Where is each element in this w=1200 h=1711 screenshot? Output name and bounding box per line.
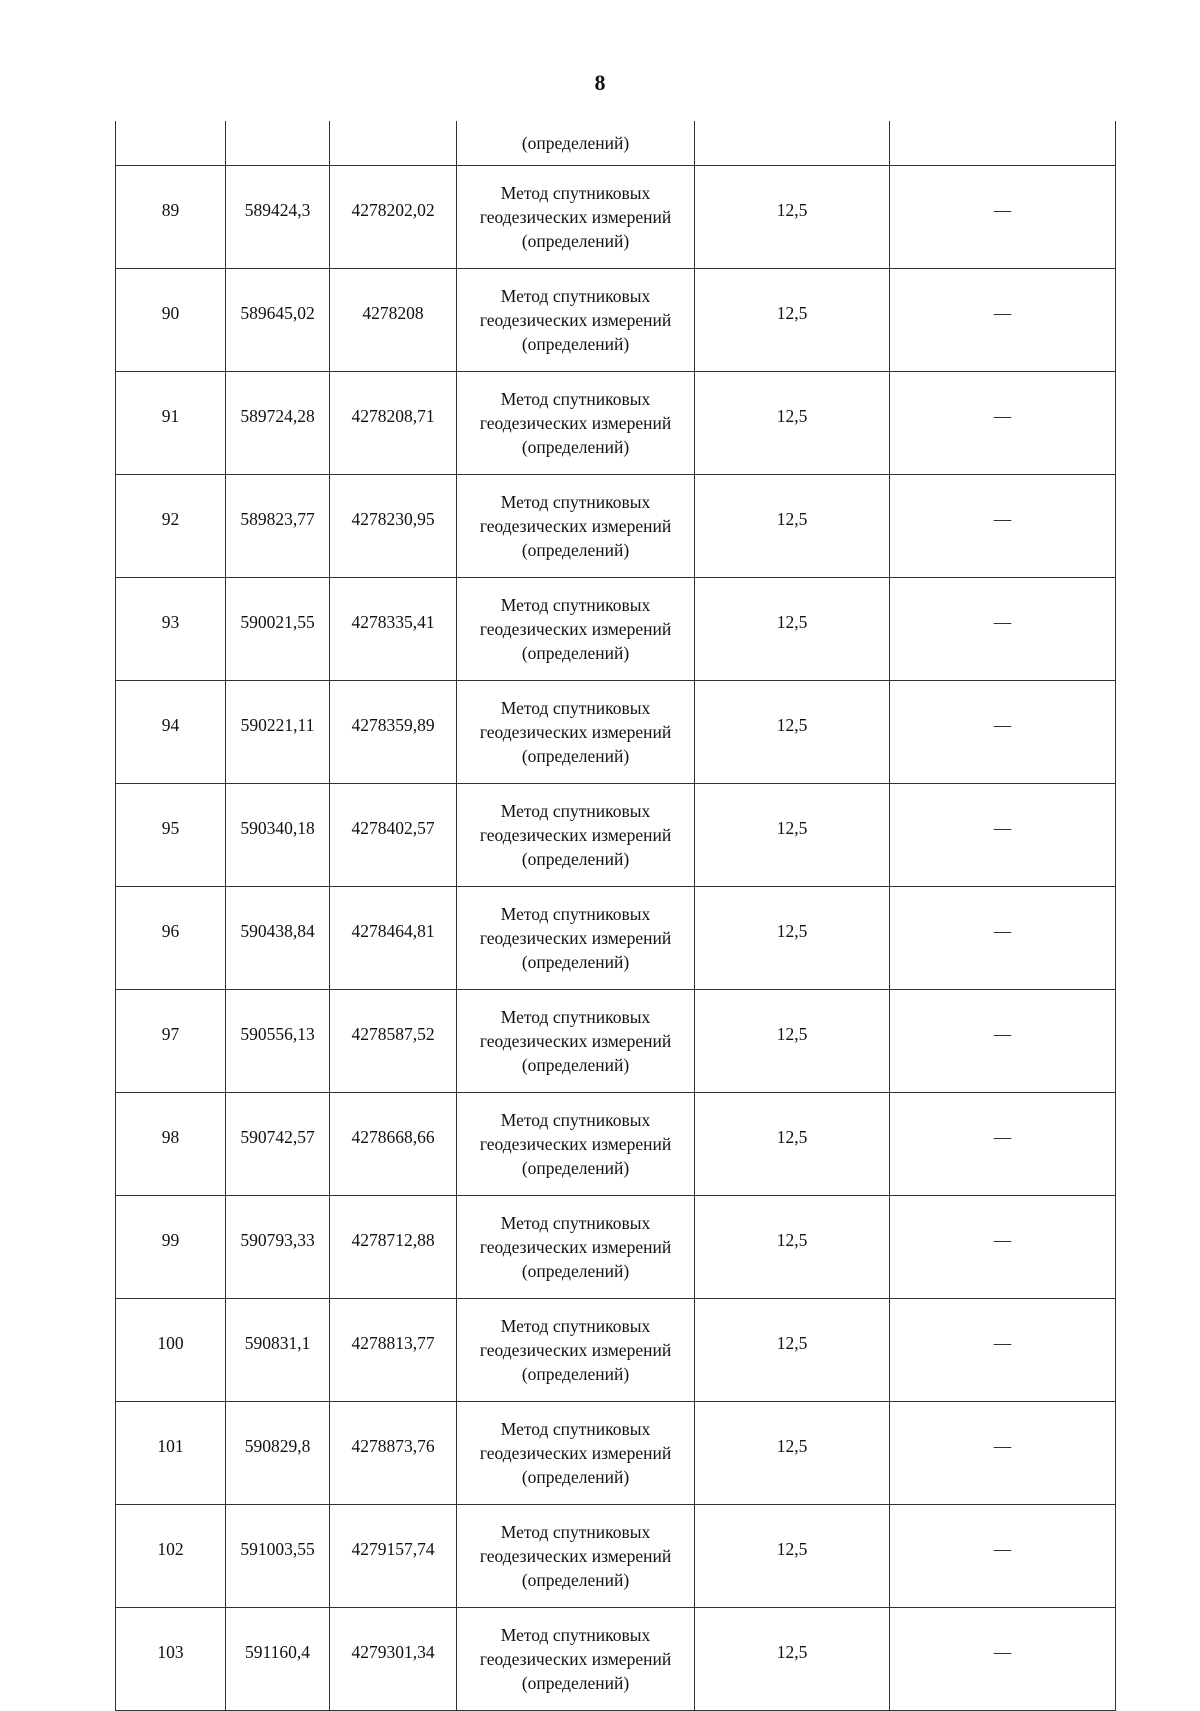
cell-method bbox=[457, 990, 695, 1093]
cell-y: 4278208 bbox=[330, 269, 457, 372]
cell-method: (определений) bbox=[457, 121, 695, 166]
cell-description: — bbox=[890, 269, 1116, 372]
method-line-1: Метод спутниковых bbox=[500, 904, 651, 924]
method-line-3: (определений) bbox=[521, 1570, 630, 1590]
cell-x bbox=[226, 121, 330, 166]
method-line-2: геодезических измерений bbox=[479, 1237, 672, 1257]
cell-y: 4278230,95 bbox=[330, 475, 457, 578]
cell-description: — bbox=[890, 990, 1116, 1093]
cell-num: 94 bbox=[116, 681, 226, 784]
cell-num: 100 bbox=[116, 1299, 226, 1402]
cell-accuracy: 12,5 bbox=[695, 681, 890, 784]
method-line-1: Метод спутниковых bbox=[500, 286, 651, 306]
cell-num: 91 bbox=[116, 372, 226, 475]
cell-y: 4279157,74 bbox=[330, 1505, 457, 1608]
cell-method bbox=[457, 1196, 695, 1299]
cell-accuracy bbox=[695, 121, 890, 166]
method-line-1: Метод спутниковых bbox=[500, 389, 651, 409]
method-line-2: геодезических измерений bbox=[479, 928, 672, 948]
cell-method bbox=[457, 166, 695, 269]
method-line-1: Метод спутниковых bbox=[500, 698, 651, 718]
cell-method bbox=[457, 887, 695, 990]
method-line-2: геодезических измерений bbox=[479, 1031, 672, 1051]
table-row bbox=[116, 578, 1116, 681]
cell-description: — bbox=[890, 1608, 1116, 1711]
method-line-1: Метод спутниковых bbox=[500, 1625, 651, 1645]
cell-method bbox=[457, 1093, 695, 1196]
method-line-1: Метод спутниковых bbox=[500, 1419, 651, 1439]
method-line-3: (определений) bbox=[521, 849, 630, 869]
method-line-1: Метод спутниковых bbox=[500, 1213, 651, 1233]
table-row bbox=[116, 1093, 1116, 1196]
cell-y: 4278335,41 bbox=[330, 578, 457, 681]
cell-y: 4278202,02 bbox=[330, 166, 457, 269]
cell-x: 591003,55 bbox=[226, 1505, 330, 1608]
cell-num: 101 bbox=[116, 1402, 226, 1505]
table-row bbox=[116, 1505, 1116, 1608]
method-line-3: (определений) bbox=[521, 437, 630, 457]
table-row bbox=[116, 372, 1116, 475]
cell-accuracy: 12,5 bbox=[695, 372, 890, 475]
method-line-1: Метод спутниковых bbox=[500, 1007, 651, 1027]
cell-x: 589645,02 bbox=[226, 269, 330, 372]
method-line-2: геодезических измерений bbox=[479, 825, 672, 845]
table-row bbox=[116, 269, 1116, 372]
cell-num bbox=[116, 121, 226, 166]
cell-method bbox=[457, 475, 695, 578]
method-line-1: Метод спутниковых bbox=[500, 1316, 651, 1336]
table-row bbox=[116, 990, 1116, 1093]
cell-accuracy: 12,5 bbox=[695, 1402, 890, 1505]
cell-y: 4278402,57 bbox=[330, 784, 457, 887]
cell-accuracy: 12,5 bbox=[695, 1196, 890, 1299]
table-row bbox=[116, 681, 1116, 784]
cell-x: 590829,8 bbox=[226, 1402, 330, 1505]
cell-description: — bbox=[890, 887, 1116, 990]
cell-x: 590831,1 bbox=[226, 1299, 330, 1402]
cell-description: — bbox=[890, 1505, 1116, 1608]
cell-accuracy: 12,5 bbox=[695, 578, 890, 681]
cell-x: 591160,4 bbox=[226, 1608, 330, 1711]
cell-y: 4278712,88 bbox=[330, 1196, 457, 1299]
method-line-1: Метод спутниковых bbox=[500, 595, 651, 615]
page-number: 8 bbox=[594, 70, 606, 95]
cell-x: 590021,55 bbox=[226, 578, 330, 681]
table-row bbox=[116, 887, 1116, 990]
method-line-3: (определений) bbox=[521, 1055, 630, 1075]
table-row-continuation bbox=[116, 121, 1116, 166]
cell-x: 590556,13 bbox=[226, 990, 330, 1093]
table-row bbox=[116, 1299, 1116, 1402]
cell-description bbox=[890, 121, 1116, 166]
method-line-2: геодезических измерений bbox=[479, 1649, 672, 1669]
cell-description: — bbox=[890, 372, 1116, 475]
cell-y bbox=[330, 121, 457, 166]
method-line-3: (определений) bbox=[521, 952, 630, 972]
method-line-2: геодезических измерений bbox=[479, 722, 672, 742]
cell-x: 590793,33 bbox=[226, 1196, 330, 1299]
method-line-3: (определений) bbox=[521, 231, 630, 251]
cell-accuracy: 12,5 bbox=[695, 1093, 890, 1196]
cell-method bbox=[457, 1608, 695, 1711]
cell-description: — bbox=[890, 578, 1116, 681]
method-line-2: геодезических измерений bbox=[479, 1340, 672, 1360]
cell-num: 89 bbox=[116, 166, 226, 269]
method-line-2: геодезических измерений bbox=[479, 619, 672, 639]
cell-method bbox=[457, 784, 695, 887]
cell-accuracy: 12,5 bbox=[695, 887, 890, 990]
method-line-2: геодезических измерений bbox=[479, 413, 672, 433]
cell-x: 589823,77 bbox=[226, 475, 330, 578]
cell-y: 4278873,76 bbox=[330, 1402, 457, 1505]
table-row bbox=[116, 475, 1116, 578]
cell-description: — bbox=[890, 681, 1116, 784]
cell-description: — bbox=[890, 475, 1116, 578]
cell-accuracy: 12,5 bbox=[695, 1299, 890, 1402]
cell-y: 4278587,52 bbox=[330, 990, 457, 1093]
cell-num: 90 bbox=[116, 269, 226, 372]
method-line-2: геодезических измерений bbox=[479, 1443, 672, 1463]
cell-num: 97 bbox=[116, 990, 226, 1093]
method-line-3: (определений) bbox=[521, 746, 630, 766]
cell-num: 96 bbox=[116, 887, 226, 990]
method-line-3: (определений) bbox=[521, 540, 630, 560]
cell-description: — bbox=[890, 1093, 1116, 1196]
table-row bbox=[116, 784, 1116, 887]
cell-y: 4278208,71 bbox=[330, 372, 457, 475]
cell-method bbox=[457, 1402, 695, 1505]
cell-x: 590742,57 bbox=[226, 1093, 330, 1196]
method-line-2: геодезических измерений bbox=[479, 310, 672, 330]
table-body bbox=[116, 121, 1116, 1711]
method-line-3: (определений) bbox=[521, 1364, 630, 1384]
cell-x: 589424,3 bbox=[226, 166, 330, 269]
cell-num: 98 bbox=[116, 1093, 226, 1196]
method-line-3: (определений) bbox=[521, 334, 630, 354]
cell-y: 4278464,81 bbox=[330, 887, 457, 990]
cell-num: 95 bbox=[116, 784, 226, 887]
cell-num: 103 bbox=[116, 1608, 226, 1711]
cell-num: 92 bbox=[116, 475, 226, 578]
cell-num: 93 bbox=[116, 578, 226, 681]
method-line-3: (определений) bbox=[521, 1261, 630, 1281]
method-line-1: Метод спутниковых bbox=[500, 801, 651, 821]
method-line-3: (определений) bbox=[521, 643, 630, 663]
coordinates-table bbox=[115, 121, 1116, 1711]
cell-x: 590438,84 bbox=[226, 887, 330, 990]
cell-method bbox=[457, 578, 695, 681]
cell-accuracy: 12,5 bbox=[695, 1505, 890, 1608]
cell-description: — bbox=[890, 166, 1116, 269]
table-row bbox=[116, 1608, 1116, 1711]
cell-num: 99 bbox=[116, 1196, 226, 1299]
cell-accuracy: 12,5 bbox=[695, 475, 890, 578]
cell-description: — bbox=[890, 1299, 1116, 1402]
cell-y: 4278668,66 bbox=[330, 1093, 457, 1196]
method-line-2: геодезических измерений bbox=[479, 516, 672, 536]
table-row bbox=[116, 1402, 1116, 1505]
cell-x: 590221,11 bbox=[226, 681, 330, 784]
cell-y: 4279301,34 bbox=[330, 1608, 457, 1711]
cell-accuracy: 12,5 bbox=[695, 269, 890, 372]
table-row bbox=[116, 1196, 1116, 1299]
cell-method bbox=[457, 269, 695, 372]
method-line-1: Метод спутниковых bbox=[500, 1522, 651, 1542]
cell-method bbox=[457, 1505, 695, 1608]
cell-y: 4278359,89 bbox=[330, 681, 457, 784]
cell-num: 102 bbox=[116, 1505, 226, 1608]
cell-accuracy: 12,5 bbox=[695, 166, 890, 269]
method-line-1: Метод спутниковых bbox=[500, 1110, 651, 1130]
method-line-1: Метод спутниковых bbox=[500, 492, 651, 512]
method-line-2: геодезических измерений bbox=[479, 1134, 672, 1154]
cell-accuracy: 12,5 bbox=[695, 990, 890, 1093]
cell-method bbox=[457, 681, 695, 784]
cell-y: 4278813,77 bbox=[330, 1299, 457, 1402]
table-row bbox=[116, 166, 1116, 269]
cell-description: — bbox=[890, 1402, 1116, 1505]
method-line-1: Метод спутниковых bbox=[500, 183, 651, 203]
method-line-3: (определений) bbox=[521, 1673, 630, 1693]
method-line-3: (определений) bbox=[521, 1467, 630, 1487]
method-line-2: геодезических измерений bbox=[479, 207, 672, 227]
cell-description: — bbox=[890, 1196, 1116, 1299]
cell-method bbox=[457, 372, 695, 475]
cell-method bbox=[457, 1299, 695, 1402]
cell-x: 589724,28 bbox=[226, 372, 330, 475]
cell-x: 590340,18 bbox=[226, 784, 330, 887]
cell-accuracy: 12,5 bbox=[695, 784, 890, 887]
cell-description: — bbox=[890, 784, 1116, 887]
method-line-3: (определений) bbox=[521, 1158, 630, 1178]
method-line-2: геодезических измерений bbox=[479, 1546, 672, 1566]
cell-accuracy: 12,5 bbox=[695, 1608, 890, 1711]
